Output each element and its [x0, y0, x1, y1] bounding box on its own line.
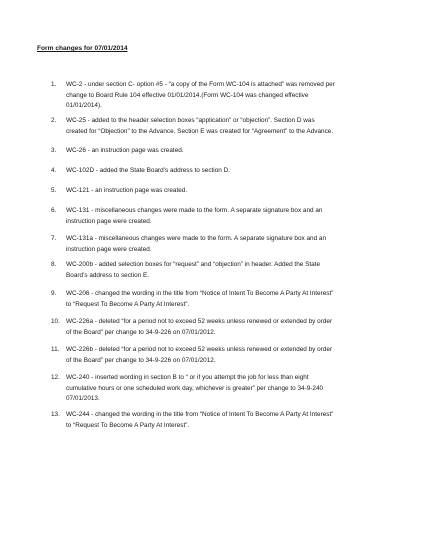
list-item-line: WC-206 - changed the wording in the title from “Notice of Intent To Become A Party At Interest”	[66, 290, 334, 297]
list-item-line: WC-226b - deleted “for a period not to exceed 52 weeks unless renewed or extended by order	[66, 346, 333, 353]
list-item-number: 11.	[51, 346, 60, 353]
document-title: Form changes for 07/01/2014	[37, 45, 128, 52]
list-item-line: 07/01/2013.	[66, 395, 100, 403]
list-item-number: 5.	[51, 187, 57, 194]
list-item-text	[66, 260, 388, 281]
list-item-line: change to Board Rule 104 effective 01/01/2014.(Form WC-104 was changed effective	[66, 91, 309, 99]
list-item-number: 8.	[51, 261, 57, 268]
list-item-text	[66, 289, 388, 310]
list-item-number: 12.	[51, 374, 60, 381]
list-item-line: WC-200b - added selection boxes for “request” and “objection” in header. Added the State	[66, 261, 321, 268]
list-item-line: WC-226a - deleted “for a period not to exceed 52 weeks unless renewed or extended by order	[66, 318, 333, 325]
list-item-number: 1.	[51, 81, 57, 88]
list-item-line: WC-25 - added to the header selection boxes “application” or “objection”. Section D was	[66, 117, 315, 124]
list-item-text	[66, 186, 388, 197]
list-item-text	[66, 410, 388, 431]
list-item-line: of the Board” per change to 34-9-226 on 07/01/2012.	[66, 328, 216, 336]
list-item-number: 4.	[51, 167, 57, 174]
list-item-text	[66, 80, 388, 112]
list-item-text	[66, 345, 388, 366]
list-item-number: 2.	[51, 117, 57, 124]
list-item-line: instruction page were created.	[66, 245, 152, 253]
list-item-text	[66, 373, 388, 405]
list-item-line: 01/01/2014).	[66, 102, 102, 110]
list-item-line: WC-131a - miscellaneous changes were made to the form. A separate signature box and an	[66, 235, 327, 242]
list-item-text	[66, 166, 388, 177]
list-item-line: WC-131 - miscellaneous changes were made to the form. A separate signature box and an	[66, 207, 323, 214]
list-item-number: 13.	[51, 411, 60, 418]
list-item-number: 7.	[51, 235, 57, 242]
list-item-number: 9.	[51, 290, 57, 297]
list-item-line: to “Request To Become A Party At Interest”.	[66, 421, 190, 429]
list-item-text	[66, 317, 388, 338]
list-item-line: to “Request To Become A Party At Interest”.	[66, 300, 190, 308]
list-item-text	[66, 234, 388, 255]
list-item-line: created for “Objection” to the Advance. Section E was created for “Agreement” to the Advance.	[66, 127, 334, 135]
list-item-number: 10.	[51, 318, 60, 325]
list-item-line: WC-121 - an instruction page was created.	[66, 187, 188, 194]
list-item-text	[66, 146, 388, 157]
list-item-line: WC-26 - an instruction page was created.	[66, 147, 184, 154]
list-item-line: WC-2 - under section C- option #5 - “a copy of the Form WC-104 is attached” was removed per	[66, 81, 335, 88]
list-item-line: of the Board” per change to 34-9-226 on 07/01/2012.	[66, 356, 216, 364]
list-item-number: 3.	[51, 147, 57, 154]
list-item-line: WC-240 - inserted wording in section B to “ or if you attempt the job for less than eight	[66, 374, 309, 381]
list-item-line: WC-102D - added the State Board’s address to section D.	[66, 167, 230, 174]
list-item-line: cumulative hours or one scheduled work day, whichever is greater” per change to 34-9-240	[66, 384, 324, 392]
list-item-text	[66, 206, 388, 227]
list-item-text	[66, 116, 388, 137]
list-item-number: 6.	[51, 207, 57, 214]
list-item-line: Board’s address to section E.	[66, 271, 150, 279]
list-item-line: instruction page were created.	[66, 217, 152, 225]
list-item-line: WC-244 - changed the wording in the title from “Notice of Intent To Become A Party At Interest”	[66, 411, 334, 418]
